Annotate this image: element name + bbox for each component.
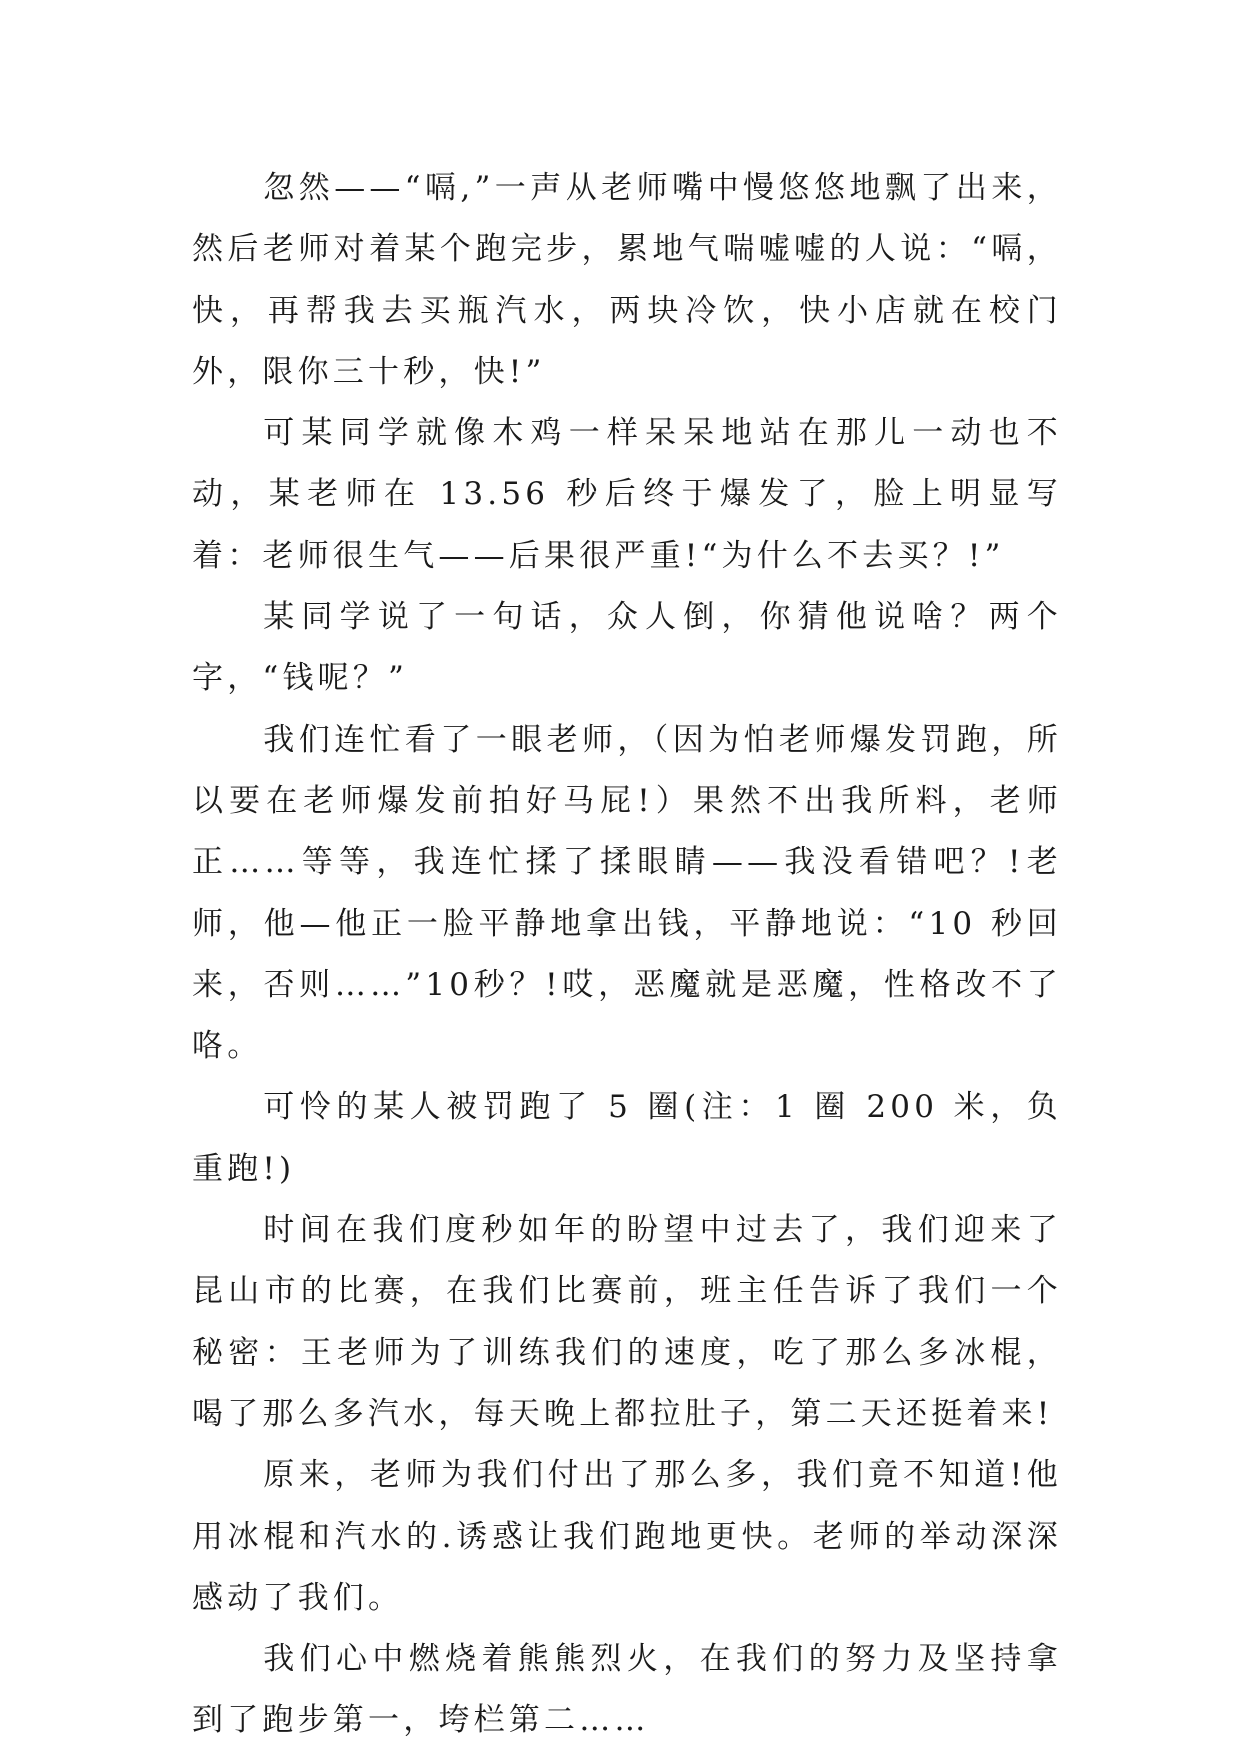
paragraph-4: 我们连忙看了一眼老师，（因为怕老师爆发罚跑，所以要在老师爆发前拍好马屁!）果然不出我所料，老师正……等等，我连忙揉了揉眼睛——我没看错吧？!老师，他—他正一脸平静地拿出钱，平静地说：“10 秒回来，否则……”10秒？!哎，恶魔就是恶魔，性格改不了咯。 bbox=[192, 721, 1062, 1065]
paragraph-6: 时间在我们度秒如年的盼望中过去了，我们迎来了昆山市的比赛，在我们比赛前，班主任告诉了我们一个秘密：王老师为了训练我们的速度，吃了那么多冰棍，喝了那么多汽水，每天晚上都拉肚子，第二天还挺着来! bbox=[192, 1212, 1062, 1432]
paragraph-7: 原来，老师为我们付出了那么多，我们竟不知道!他用冰棍和汽水的.诱惑让我们跑地更快。老师的举动深深感动了我们。 bbox=[192, 1457, 1062, 1616]
paragraph-2: 可某同学就像木鸡一样呆呆地站在那儿一动也不动，某老师在 13.56 秒后终于爆发了，脸上明显写着：老师很生气——后果很严重!“为什么不去买？!” bbox=[192, 415, 1062, 574]
paragraph-1: 忽然——“嗝,”一声从老师嘴中慢悠悠地飘了出来，然后老师对着某个跑完步，累地气喘嘘嘘的人说：“嗝，快，再帮我去买瓶汽水，两块冷饮，快小店就在校门外，限你三十秒，快!” bbox=[192, 170, 1062, 390]
paragraph-3: 某同学说了一句话，众人倒，你猜他说啥？两个字，“钱呢？” bbox=[192, 599, 1062, 697]
document-body bbox=[192, 158, 1062, 1752]
paragraph-5: 可怜的某人被罚跑了 5 圈(注：1 圈 200 米，负重跑!) bbox=[192, 1089, 1062, 1187]
paragraph-8: 我们心中燃烧着熊熊烈火，在我们的努力及坚持拿到了跑步第一，垮栏第二…… bbox=[192, 1641, 1062, 1739]
